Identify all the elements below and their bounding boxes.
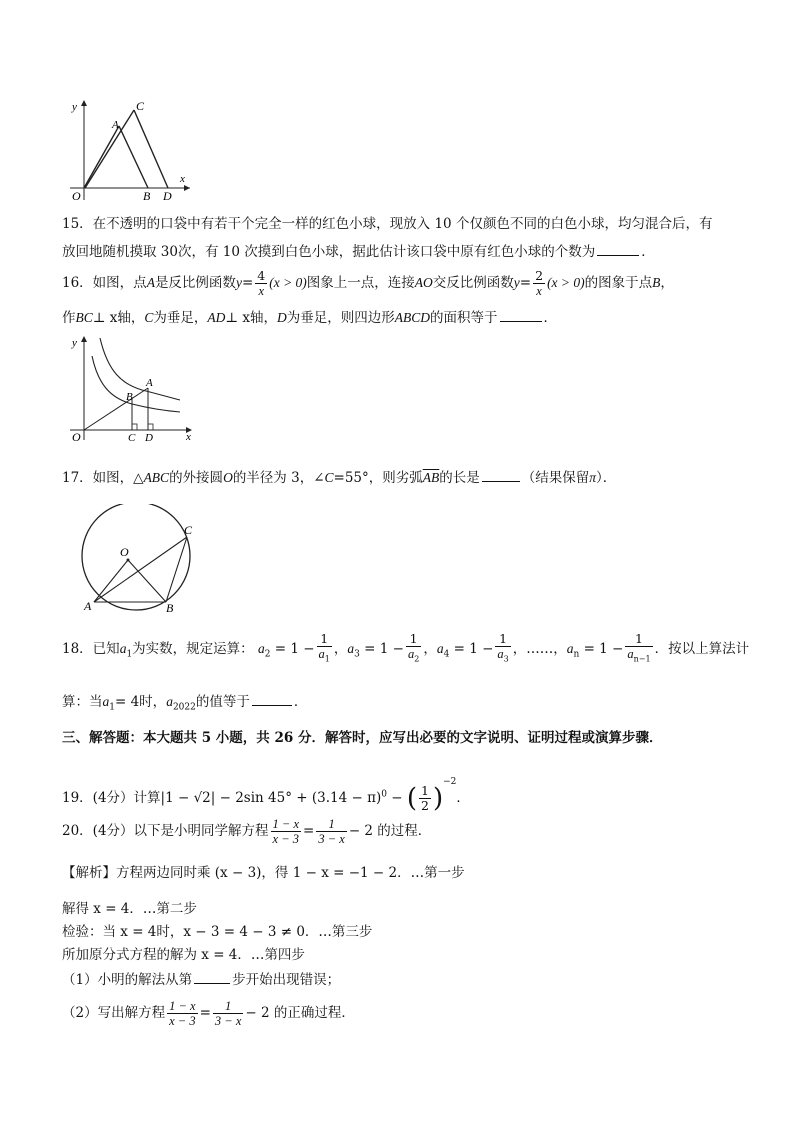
fig16-label-c: C — [128, 432, 136, 444]
q16-tail: ． — [543, 310, 557, 326]
q18-l2c: 的值等于 — [195, 694, 250, 710]
fig14-label-x: x — [180, 173, 185, 185]
q20-frac2-den: 3 − x — [318, 832, 345, 846]
q18-l2-a: a — [166, 694, 173, 709]
q17-p6: （结果保留 — [521, 470, 590, 486]
q16-l2c: 为垂足， — [153, 310, 208, 326]
q18-a2-sub: 2 — [264, 649, 271, 660]
q17-pi: π — [589, 470, 597, 485]
q18-p1: 18．已知 — [62, 641, 120, 657]
q18-frac2 — [317, 632, 332, 667]
q20-sub1a: （1）小明的解法从第 — [62, 972, 193, 988]
q16-y2: y — [513, 275, 520, 290]
q18-a1: a — [119, 641, 127, 656]
q18-an-sub: n — [573, 649, 580, 660]
q16-l2d: ⊥ x轴， — [225, 310, 277, 326]
q19-lparen: ( — [406, 783, 418, 814]
fig14-label-o: O — [72, 189, 81, 203]
fig14-label-y: y — [72, 101, 77, 113]
q16-frac2-num: 2 — [535, 268, 544, 283]
q16-l2b: ⊥ x轴， — [92, 310, 145, 326]
q18-a3-sub: 3 — [354, 649, 360, 660]
figure-q14-graph — [62, 96, 202, 206]
q15-line2 — [62, 242, 655, 261]
q20-frac2-num: 1 — [316, 817, 346, 832]
q18-frac4-den — [495, 647, 510, 667]
q20-sub2-frac2-den: 3 − x — [214, 1014, 242, 1028]
q18-a4-sub: 4 — [443, 649, 450, 660]
q15-tail: ． — [641, 244, 655, 260]
q17-arc: $\overline{AB}$ — [422, 470, 440, 485]
q16-cond1: (x > 0) — [269, 275, 307, 290]
q18-frac2-num: 1 — [317, 632, 332, 647]
q16-frac1-den: x — [258, 284, 264, 298]
q20-p1: 20．(4分）以下是小明同学解方程 — [62, 823, 269, 839]
q18-a2: a — [257, 641, 265, 656]
q20-frac1-num: 1 − x — [272, 817, 300, 831]
q19-frac — [419, 784, 431, 813]
q19-rparen: ) — [432, 783, 444, 814]
q19-tail: ． — [456, 790, 470, 806]
q18-fracn-den — [625, 647, 652, 667]
q19-exp0: 0 — [381, 789, 387, 800]
q18-tail: ． — [293, 694, 308, 710]
q17-O: O — [223, 470, 233, 485]
q16-C: C — [144, 310, 154, 325]
q16-AD: AD — [207, 310, 226, 325]
q16-answer-blank[interactable] — [500, 308, 542, 322]
q19-expn: −2 — [443, 777, 457, 787]
q18-an: a — [566, 641, 574, 656]
q18-l2-a1: a — [102, 694, 110, 709]
fig17-label-o: O — [120, 545, 129, 559]
q18-fracn-den-a: a — [627, 647, 634, 662]
q17-p5: 的长是 — [439, 470, 480, 486]
q17-p2: 的外接圆 — [169, 470, 224, 486]
q20-sub2-frac1 — [167, 999, 197, 1028]
q18-frac3-den-a: a — [407, 647, 415, 662]
q16-l2e: 为垂足，则四边形 — [286, 310, 395, 326]
q19-line — [62, 762, 470, 818]
fig14-label-d: D — [163, 189, 172, 203]
q20-line1 — [62, 812, 431, 850]
q18-frac4-num: 1 — [495, 632, 510, 647]
q17-ABC: ABC — [143, 470, 170, 485]
q16-comma: ， — [660, 275, 674, 291]
q20-sub2-frac1-den: x − 3 — [169, 1014, 196, 1028]
q16-frac1-num: 4 — [257, 268, 266, 283]
q16-line1 — [62, 266, 674, 300]
q18-fracn — [625, 632, 652, 667]
q17-p3: 的半径为 3，∠ — [232, 470, 325, 486]
fig16-label-a: A — [146, 377, 153, 389]
q20-sub2-frac2-num: 1 — [213, 999, 243, 1014]
q16-B: B — [652, 275, 661, 290]
q18-p3: ．按以上算法计 — [654, 641, 750, 657]
q18-minus3: = 1 − — [453, 641, 494, 657]
q16-D: D — [277, 310, 287, 325]
q16-p5: 的图象于点 — [584, 275, 653, 291]
q16-l2f: 的面积等于 — [430, 310, 498, 326]
q19-frac-den: 2 — [421, 798, 429, 813]
q18-a1-sub: 1 — [126, 649, 133, 660]
q20-frac2 — [316, 817, 346, 846]
q20-sub1-blank[interactable] — [194, 970, 230, 984]
q19-p1: 19．(4分）计算 — [62, 790, 161, 806]
q18-fracn-den-sub: n−1 — [633, 654, 651, 664]
q16-eq2: = — [519, 275, 532, 291]
q18-frac3 — [406, 632, 421, 667]
q20-eq: = — [303, 823, 315, 839]
q18-line2 — [62, 692, 307, 717]
fig16-label-d: D — [145, 432, 153, 444]
q16-p1: 16．如图，点 — [62, 275, 147, 291]
q18-minus4: = 1 − — [583, 641, 624, 657]
q16-y1: y — [235, 275, 242, 290]
q16-A: A — [146, 275, 155, 290]
q16-BC: BC — [75, 310, 93, 325]
fig14-label-b: B — [143, 189, 151, 203]
fig16-label-b: B — [126, 391, 133, 403]
q16-p4: 交反比例函数 — [432, 275, 514, 291]
q20-frac1 — [271, 817, 301, 846]
q16-p2: 是反比例函数 — [154, 275, 236, 291]
q15-line1: 15．在不透明的口袋中有若干个完全一样的红色小球，现放入 10 个仅颜色不同的白色小球，均匀混合后，有 — [62, 216, 713, 232]
q20-step2: 解得 x = 4．…第二步 — [62, 901, 197, 917]
q18-l2a: 算：当 — [62, 694, 103, 710]
q16-p3: 图象上一点，连接 — [306, 275, 415, 291]
q18-l2-a-sub: 2022 — [172, 702, 196, 713]
q20-sub2b: − 2 的正确过程． — [245, 1005, 355, 1021]
q18-frac3-den — [406, 647, 421, 667]
q18-frac2-den-sub: 1 — [324, 654, 330, 664]
fig16-label-x: x — [186, 431, 191, 443]
q18-l2b: = 4时， — [114, 694, 167, 710]
q20-sub2-eq: = — [199, 1005, 211, 1021]
q20-step1: 【解析】方程两边同时乘 (x − 3)，得 1 − x = −1 − 2．…第一步 — [62, 865, 465, 881]
q16-line2 — [62, 308, 557, 327]
q20-rest: − 2 的过程． — [348, 823, 432, 839]
section3-heading: 三、解答题：本大题共 5 小题，共 26 分．解答时，应写出必要的文字说明、证明过程或演算步骤． — [62, 730, 663, 746]
q19-expr2: − — [386, 790, 407, 806]
q20-frac1-den: x − 3 — [272, 832, 300, 846]
q16-ABCD: ABCD — [394, 310, 430, 325]
q18-dots: ，……， — [512, 641, 567, 657]
q18-frac3-num: 1 — [406, 632, 421, 647]
fig16-label-y: y — [72, 337, 77, 349]
q16-frac1 — [255, 269, 267, 298]
q18-minus1: = 1 − — [274, 641, 315, 657]
q17-p7: ）． — [596, 470, 617, 486]
q18-frac3-den-sub: 2 — [414, 654, 420, 664]
q18-frac4 — [495, 632, 510, 667]
q18-frac2-den-a: a — [318, 647, 325, 662]
q20-sub2 — [62, 994, 355, 1032]
q17-p1: 17．如图，△ — [62, 470, 144, 486]
q18-a3: a — [347, 641, 355, 656]
q17-line — [62, 468, 616, 487]
q16-eq1: = — [241, 275, 254, 291]
q20-sub1 — [62, 970, 340, 989]
q16-frac2-den: x — [536, 284, 542, 298]
q16-AO: AO — [414, 275, 433, 290]
figure-q16-graph — [62, 332, 202, 444]
fig14-label-c: C — [136, 99, 145, 113]
q20-sub2-frac2 — [213, 999, 243, 1028]
q16-frac2 — [533, 269, 545, 298]
q19-expr1: |1 − √2| − 2sin 45° + (3.14 − π) — [160, 790, 382, 806]
q17-C: C — [324, 470, 334, 485]
q20-sub2-frac1-num: 1 − x — [169, 999, 196, 1013]
q16-cond2: (x > 0) — [547, 275, 585, 290]
q18-line1: 18．已知$a_1$为实数，规定运算： $a_2 = 1$ − $\frac{1}{a_1}$ ，$a_3 = 1$ − $\frac{1}{a_2}$ ，$a_4 = 1$ − $\frac{1}{a_3}$ ，……，$a_n = 1$ − $\frac{1}{a_{n-1}}$ ．按以上算法计 — [62, 630, 749, 674]
q18-fracn-num: 1 — [625, 632, 652, 647]
q18-frac4-den-sub: 3 — [503, 654, 509, 664]
q18-frac2-den — [317, 647, 332, 667]
q17-answer-blank[interactable] — [482, 468, 520, 482]
fig14-label-a: A — [112, 119, 119, 131]
q18-minus2: = 1 − — [364, 641, 404, 657]
fig17-label-a: A — [84, 599, 92, 613]
q20-step3: 检验：当 x = 4时，x − 3 = 4 − 3 ≠ 0．…第三步 — [62, 924, 373, 940]
q18-p2: 为实数，规定运算： — [132, 641, 254, 657]
fig17-label-b: B — [166, 601, 174, 614]
figure-q17-circle — [66, 504, 206, 614]
q15-answer-blank[interactable] — [597, 242, 639, 256]
q20-sub1b: 步开始出现错误； — [232, 972, 341, 988]
q18-l2-a1-sub: 1 — [109, 702, 115, 713]
q15-line2-text: 放回地随机摸取 30次，有 10 次摸到白色小球，据此估计该口袋中原有红色小球的个数为 — [62, 244, 596, 260]
q20-step4: 所加原分式方程的解为 x = 4．…第四步 — [62, 947, 305, 963]
q18-frac4-den-a: a — [497, 647, 504, 662]
q18-answer-blank[interactable] — [252, 692, 292, 706]
q18-a4: a — [436, 641, 444, 656]
q17-p4: =55°，则劣弧 — [333, 470, 423, 486]
fig16-label-o: O — [72, 430, 81, 444]
q20-sub2a: （2）写出解方程 — [62, 1005, 166, 1021]
fig17-label-c: C — [184, 523, 193, 537]
q19-frac-num: 1 — [421, 783, 429, 798]
q16-l2a: 作 — [62, 310, 76, 326]
